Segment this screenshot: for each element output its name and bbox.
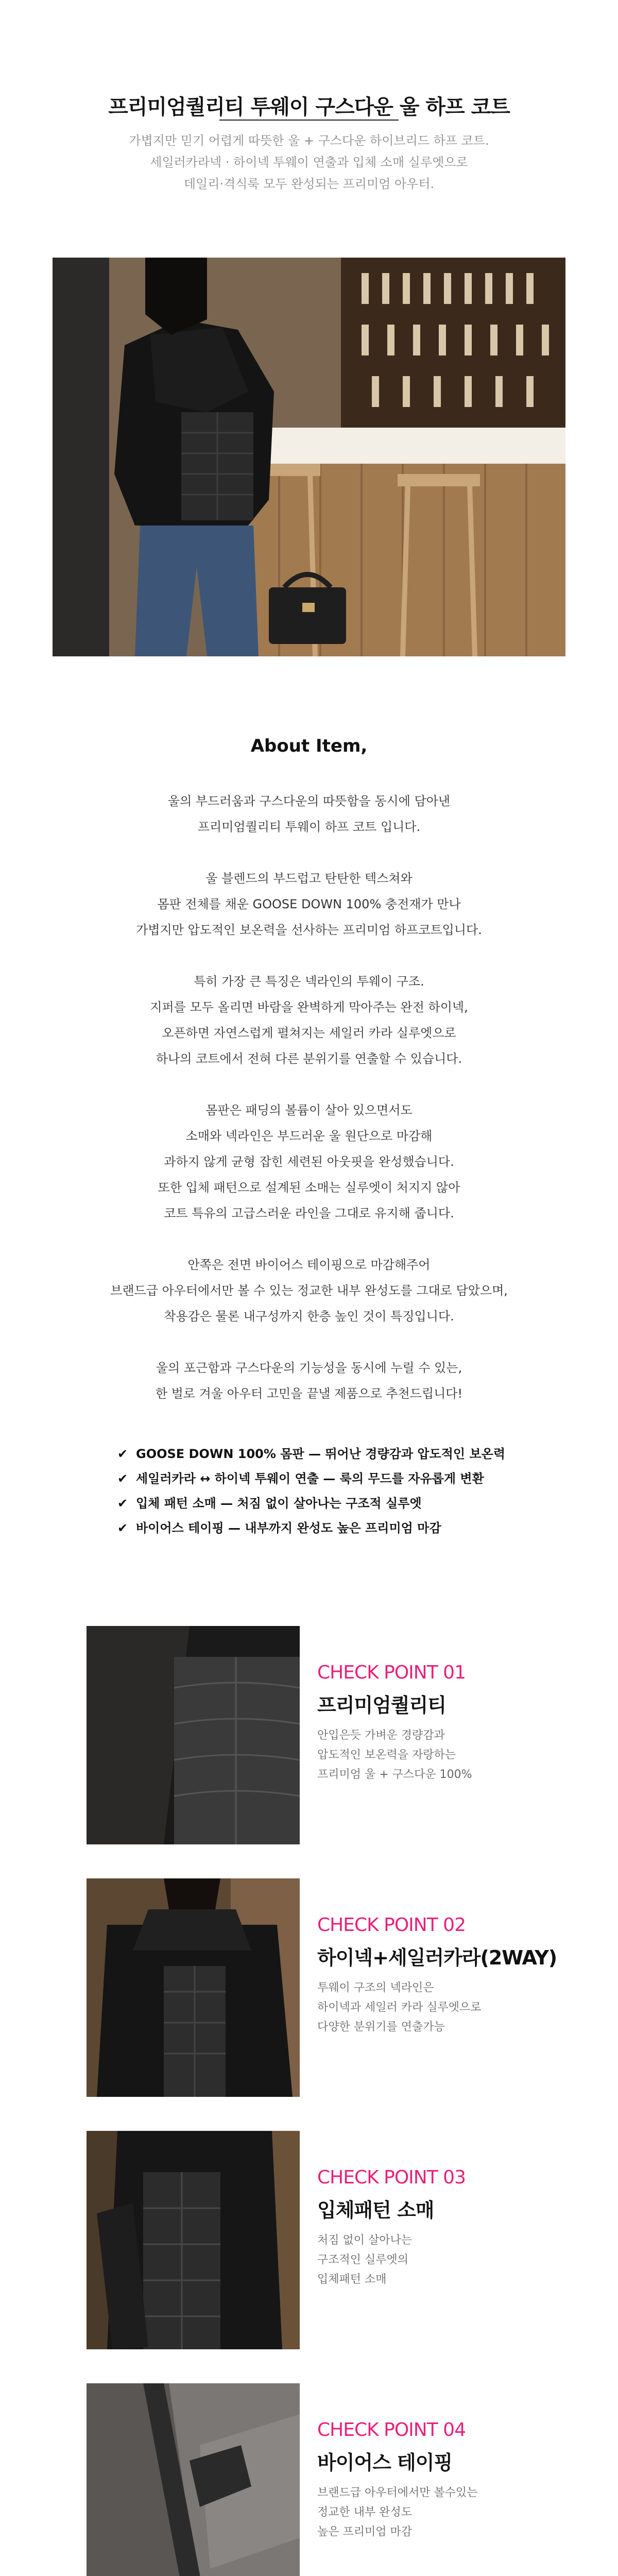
checkpoint-desc: [317, 1978, 575, 2037]
body-line: 울의 부드러움과 구스다운의 따뜻함을 동시에 담아낸: [167, 794, 451, 808]
checkpoint-label: CHECK POINT 02: [317, 1914, 466, 1936]
check-icon: ✔: [117, 1521, 128, 1535]
desc-line: 압도적인 보온력을 자랑하는: [317, 1749, 456, 1761]
checkpoint-01-photo: [87, 1626, 300, 1844]
intro-line: 데일리·격식룩 모두 완성되는 프리미엄 아우터.: [183, 177, 435, 191]
desc-line: 투웨이 구조의 넥라인은: [317, 1981, 434, 1994]
checklist-item: [117, 1516, 581, 1540]
body-line: 가볍지만 압도적인 보온력을 선사하는 프리미엄 하프코트입니다.: [136, 923, 482, 937]
checkpoint-03: [0, 2131, 618, 2349]
check-icon: ✔: [117, 1496, 128, 1511]
intro-line: 가볍지만 믿기 어렵게 따뜻한 울 + 구스다운 하이브리드 하프 코트.: [129, 133, 489, 148]
checkpoint-title: 입체패턴 소매: [317, 2199, 434, 2222]
checkpoint-03-photo: [87, 2131, 300, 2349]
checkpoint-desc: [317, 1726, 575, 1785]
body-line: 지퍼를 모두 올리면 바람을 완벽하게 막아주는 완전 하이넥,: [150, 1000, 468, 1014]
about-item-body: [0, 788, 618, 1432]
body-paragraph: [0, 1252, 618, 1329]
checkpoint-04-photo: [87, 2383, 300, 2576]
hero-product-photo: [53, 258, 565, 656]
intro-text: [0, 130, 618, 195]
hero-photo-illustration: [53, 258, 565, 656]
desc-line: 높은 프리미엄 마감: [317, 2526, 413, 2538]
body-line: 오픈하면 자연스럽게 펼쳐지는 세일러 카라 실루엣으로: [162, 1026, 456, 1040]
high-neck-illustration: [87, 1878, 300, 2097]
desc-line: 다양한 분위기를 연출가능: [317, 2021, 445, 2033]
checkpoint-01-text: [317, 1662, 575, 1785]
body-line: 몸판은 패딩의 볼륨이 살아 있으면서도: [205, 1103, 413, 1117]
desc-line: 처짐 없이 살아나는: [317, 2234, 413, 2247]
checkpoint-label: CHECK POINT 01: [317, 1662, 466, 1683]
body-line: 몸판 전체를 채운 GOOSE DOWN 100% 충전재가 만나: [157, 897, 461, 911]
body-line: 소매와 넥라인은 부드러운 울 원단으로 마감해: [185, 1129, 433, 1143]
checkpoint-02: [0, 1878, 618, 2097]
body-line: 또한 입체 패턴으로 설계된 소매는 실루엣이 처지지 않아: [158, 1180, 460, 1195]
about-item-heading: About Item,: [250, 736, 368, 756]
body-line: 코트 특유의 고급스러운 라인을 그대로 유지해 줍니다.: [164, 1206, 454, 1221]
checkpoint-title: 프리미엄퀄리티: [317, 1694, 446, 1717]
checklist-text: 세일러카라 ↔ 하이넥 투웨이 연출 — 룩의 무드를 자유롭게 변환: [136, 1471, 484, 1486]
page-title: 프리미엄퀄리티 투웨이 구스다운 울 하프 코트: [108, 95, 510, 119]
desc-line: 구조적인 실루엣의: [317, 2253, 409, 2266]
body-paragraph: [0, 1355, 618, 1406]
body-line: 착용감은 물론 내구성까지 한층 높인 것이 특징입니다.: [164, 1309, 454, 1324]
intro-line: 세일러카라넥 · 하이넥 투웨이 연출과 입체 소매 실루엣으로: [150, 155, 468, 170]
checklist-text: 바이어스 테이핑 — 내부까지 완성도 높은 프리미엄 마감: [136, 1521, 441, 1535]
body-line: 울 블렌드의 부드럽고 탄탄한 텍스쳐와: [205, 871, 413, 886]
desc-line: 브랜드급 아우터에서만 볼수있는: [317, 2486, 478, 2499]
desc-line: 하이넥과 세일러 카라 실루엣으로: [317, 2001, 482, 2014]
checkpoint-02-text: [317, 1914, 575, 2037]
sleeve-illustration: [87, 2131, 300, 2349]
body-line: 특히 가장 큰 특징은 넥라인의 투웨이 구조.: [194, 974, 424, 989]
body-paragraph: [0, 788, 618, 840]
body-line: 한 벌로 겨울 아우터 고민을 끝낼 제품으로 추천드립니다!: [155, 1386, 463, 1401]
checkpoint-desc: [317, 2483, 575, 2542]
desc-line: 안입은듯 가벼운 경량감과: [317, 1729, 445, 1742]
quilted-padding-illustration: [87, 1626, 300, 1844]
desc-line: 정교한 내부 완성도: [317, 2506, 413, 2519]
body-paragraph: [0, 866, 618, 943]
checkpoint-label: CHECK POINT 03: [317, 2167, 466, 2188]
checkpoint-03-text: [317, 2167, 575, 2290]
checklist-item: [117, 1466, 581, 1491]
checkpoint-04-text: [317, 2419, 575, 2542]
checkpoint-04: [0, 2383, 618, 2576]
body-paragraph: [0, 1097, 618, 1226]
body-line: 하나의 코트에서 전혀 다른 분위기를 연출할 수 있습니다.: [156, 1052, 462, 1066]
checkpoint-01: [0, 1626, 618, 1844]
checklist-item: [117, 1442, 581, 1466]
body-line: 과하지 않게 균형 잡힌 세련된 아웃핏을 완성했습니다.: [164, 1155, 454, 1169]
check-icon: ✔: [117, 1447, 128, 1461]
body-paragraph: [0, 969, 618, 1072]
bias-taping-illustration: [87, 2383, 300, 2576]
feature-checklist: [117, 1442, 581, 1540]
checklist-text: 입체 패턴 소매 — 처짐 없이 살아나는 구조적 실루엣: [136, 1496, 422, 1511]
check-icon: ✔: [117, 1471, 128, 1486]
checklist-text: GOOSE DOWN 100% 몸판 — 뛰어난 경량감과 압도적인 보온력: [136, 1447, 505, 1461]
body-line: 안쪽은 전면 바이어스 테이핑으로 마감해주어: [187, 1258, 431, 1272]
title-underline: [219, 120, 399, 121]
desc-line: 프리미엄 울 + 구스다운 100%: [317, 1768, 472, 1781]
body-line: 울의 포근함과 구스다운의 기능성을 동시에 누릴 수 있는,: [156, 1361, 462, 1375]
body-line: 프리미엄퀄리티 투웨이 하프 코트 입니다.: [197, 820, 421, 834]
checkpoint-title: 바이어스 테이핑: [317, 2451, 453, 2474]
checklist-item: [117, 1491, 581, 1516]
desc-line: 입체패턴 소매: [317, 2273, 387, 2286]
checkpoint-title: 하이넥+세일러카라(2WAY): [317, 1946, 557, 1969]
checkpoint-label: CHECK POINT 04: [317, 2419, 466, 2441]
checkpoint-desc: [317, 2231, 575, 2290]
checkpoint-02-photo: [87, 1878, 300, 2097]
body-line: 브랜드급 아우터에서만 볼 수 있는 정교한 내부 완성도를 그대로 담았으며,: [110, 1283, 508, 1298]
